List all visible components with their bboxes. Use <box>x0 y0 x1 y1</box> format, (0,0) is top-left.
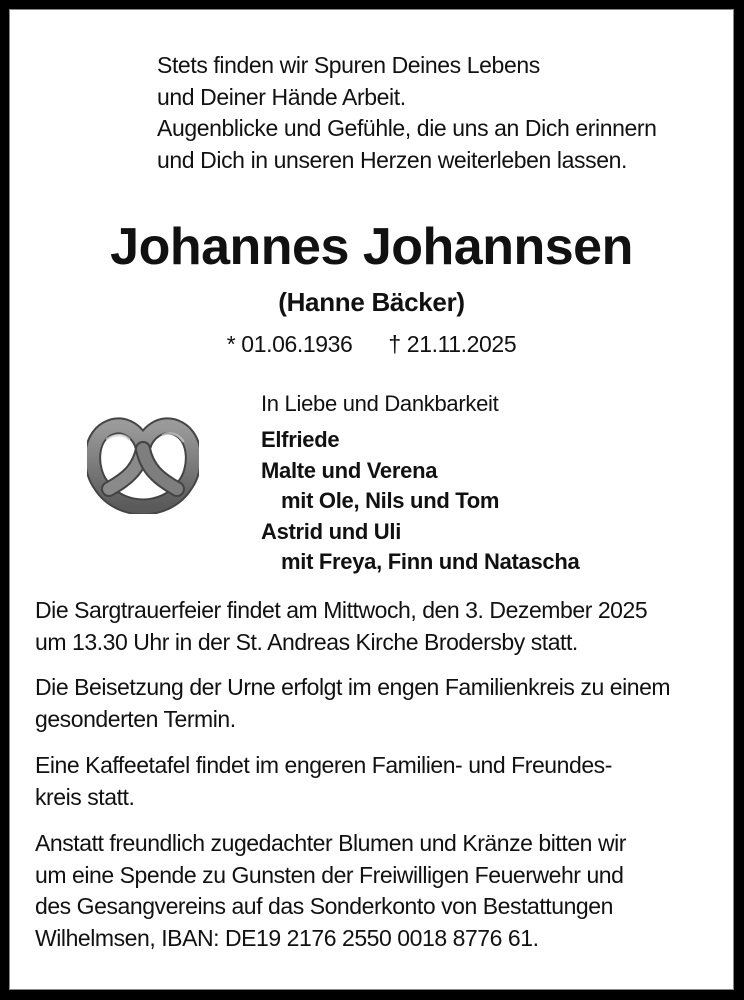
deceased-nickname: (Hanne Bäcker) <box>278 287 465 317</box>
pretzel-icon <box>87 409 199 514</box>
mourner-line: mit Freya, Finn und Natascha <box>281 549 580 574</box>
paragraph-line: Die Sargtrauerfeier findet am Mittwoch, den 3. Dezember 2025 <box>35 597 648 623</box>
mourner-line: mit Ole, Nils und Tom <box>281 488 500 513</box>
reception-paragraph <box>35 750 612 813</box>
paragraph-line: um 13.30 Uhr in der St. Andreas Kirche Brodersby statt. <box>35 628 578 655</box>
paragraph-line: Eine Kaffeetafel findet im engeren Familien- und Freundes- <box>35 752 612 778</box>
poem-line: Stets finden wir Spuren Deines Lebens <box>157 52 540 78</box>
paragraph-line: Anstatt freundlich zugedachter Blumen und Kränze bitten wir <box>35 830 626 856</box>
life-dates <box>9 329 734 359</box>
mourners-block <box>261 389 579 578</box>
paragraph-line: kreis statt. <box>35 783 135 810</box>
funeral-service-paragraph <box>35 595 647 658</box>
poem-line: Augenblicke und Gefühle, die uns an Dich erinnern <box>157 115 657 141</box>
paragraph-line: um eine Spende zu Gunsten der Freiwilligen Feuerwehr und <box>35 861 624 888</box>
birth-date: * 01.06.1936 <box>226 331 353 357</box>
mourner-line: Malte und Verena <box>261 457 438 483</box>
mourner-line: Astrid und Uli <box>261 518 402 544</box>
poem-line: und Dich in unseren Herzen weiterleben lassen. <box>157 146 627 173</box>
paragraph-line: gesonderten Termin. <box>35 705 236 732</box>
paragraph-line: Wilhelmsen, IBAN: DE19 2176 2550 0018 8776 61. <box>35 924 539 951</box>
paragraph-line: Die Beisetzung der Urne erfolgt im engen Familienkreis zu einem <box>35 674 671 700</box>
mourners-intro: In Liebe und Dankbarkeit <box>261 391 499 416</box>
poem-line: und Deiner Hände Arbeit. <box>157 83 406 110</box>
obituary-notice <box>9 9 734 990</box>
burial-paragraph <box>35 672 670 735</box>
death-date: † 21.11.2025 <box>388 331 517 357</box>
paragraph-line: des Gesangvereins auf das Sonderkonto von Bestattungen <box>35 893 613 919</box>
donation-paragraph <box>35 828 626 954</box>
memorial-poem <box>157 50 657 176</box>
deceased-name: Johannes Johannsen <box>110 218 633 276</box>
mourner-line: Elfriede <box>261 427 340 452</box>
